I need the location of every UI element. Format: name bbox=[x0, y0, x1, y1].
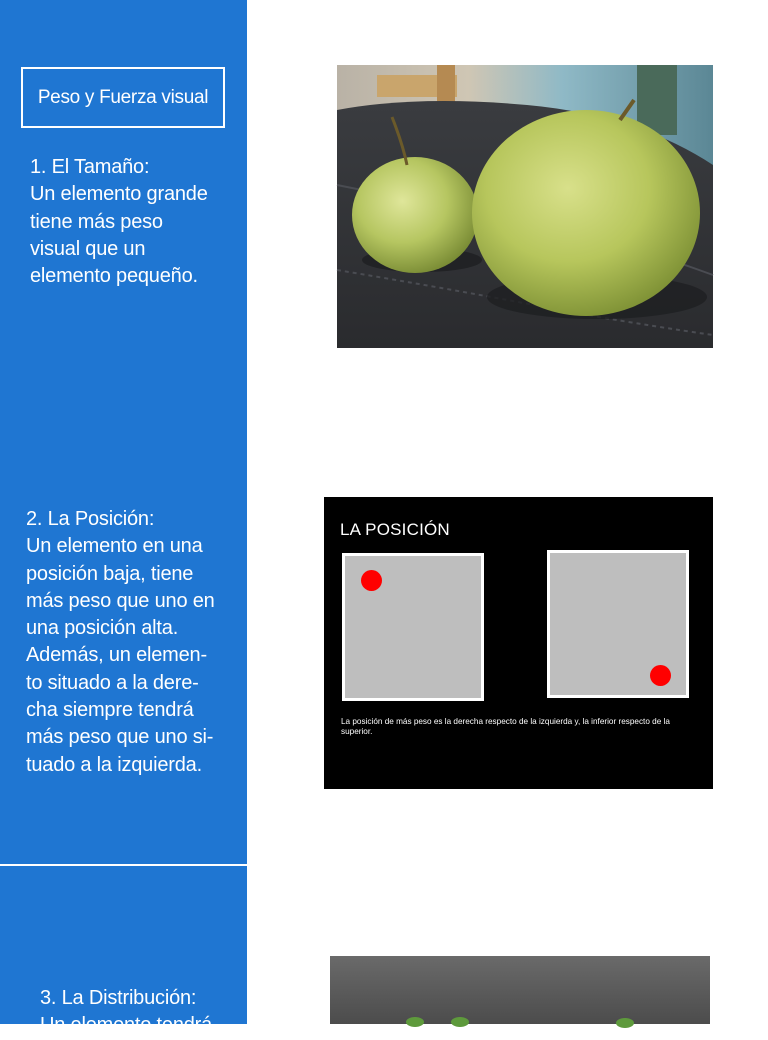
section-position-line: cha siempre tendrá bbox=[26, 699, 194, 722]
page-title-text: Peso y Fuerza visual bbox=[37, 86, 209, 108]
distribution-photo bbox=[330, 956, 710, 1024]
section-position-line: más peso que uno en bbox=[26, 589, 215, 612]
section-size-line: visual que un bbox=[30, 237, 146, 260]
page-title bbox=[21, 67, 225, 128]
slide-caption: La posición de más peso es la derecha respecto de la izquierda y, la inferior respecto de la superior. bbox=[341, 717, 670, 736]
section-size-text bbox=[30, 154, 208, 290]
section-size-heading: 1. El Tamaño: bbox=[30, 156, 150, 178]
apples-photo bbox=[337, 65, 713, 348]
section-position-line: to situado a la dere- bbox=[26, 671, 199, 694]
section-size-line: tiene más peso bbox=[30, 210, 163, 233]
square-left bbox=[342, 553, 484, 701]
square-right bbox=[547, 550, 689, 698]
red-dot-bottom-right bbox=[650, 665, 671, 686]
section-distribution-text bbox=[40, 985, 212, 1040]
slide-title: LA POSICIÓN bbox=[340, 520, 450, 539]
position-slide bbox=[324, 497, 713, 789]
section-position-line: Un elemento en una bbox=[26, 535, 203, 558]
section-distribution-heading: 3. La Distribución: bbox=[40, 987, 197, 1009]
distribution-illustration bbox=[330, 956, 710, 1024]
section-size-line: elemento pequeño. bbox=[30, 265, 198, 288]
red-dot-top-left bbox=[361, 570, 382, 591]
section-position-heading: 2. La Posición: bbox=[26, 508, 155, 530]
section-size-line: Un elemento grande bbox=[30, 183, 208, 206]
section-position-line: una posición alta. bbox=[26, 617, 179, 640]
apples-illustration bbox=[337, 65, 713, 348]
section-position-line: Además, un elemen- bbox=[26, 644, 207, 667]
section-distribution-line: Un elemento tendrá bbox=[40, 1014, 213, 1037]
section-position-line: posición baja, tiene bbox=[26, 562, 194, 585]
section-position-text bbox=[26, 506, 215, 779]
section-position-line: tuado a la izquierda. bbox=[26, 753, 202, 776]
section-position-line: más peso que uno si- bbox=[26, 726, 214, 749]
